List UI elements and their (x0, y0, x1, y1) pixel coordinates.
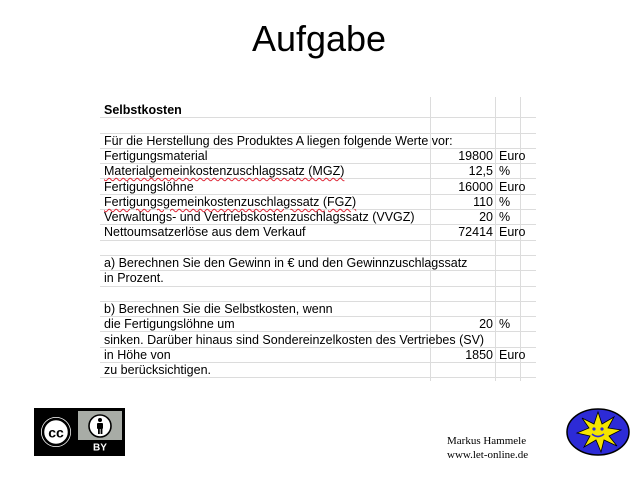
sheet-row (100, 164, 536, 179)
cell-text: sinken. Darüber hinaus sind Sondereinzelkosten des Vertriebes (SV) (104, 332, 485, 347)
sheet-row (100, 363, 536, 378)
cell-text: zu berücksichtigen. (104, 363, 212, 378)
sheet-row (100, 317, 536, 332)
cell-value: 20 (479, 210, 493, 225)
sheet-row (100, 302, 536, 317)
sheet-row (100, 348, 536, 363)
sheet-row (100, 149, 536, 164)
cell-label: Fertigungslöhne (104, 179, 194, 194)
cc-by-license-badge[interactable] (34, 408, 125, 456)
website-link[interactable]: www.let-online.de (447, 449, 529, 461)
sheet-row (100, 241, 536, 256)
cc-text: cc (48, 424, 64, 441)
cell-label: in Höhe von (104, 347, 171, 362)
attribution-person-icon (78, 411, 122, 453)
sheet-row (100, 103, 536, 118)
cell-label: Fertigungsmaterial (104, 148, 208, 163)
sheet-row (100, 271, 536, 286)
sheet-row (100, 134, 536, 149)
sun-face-logo-icon (565, 408, 631, 456)
cell-text: a) Berechnen Sie den Gewinn in € und den Gewinnzuschlagssatz (104, 256, 468, 270)
cc-by-panel (78, 411, 122, 453)
sheet-row (100, 225, 536, 240)
sheet-row (100, 256, 536, 271)
sheet-heading: Selbstkosten (104, 103, 182, 117)
cell-unit: % (499, 164, 511, 179)
cell-value: 19800 (458, 148, 493, 163)
cell-value: 110 (473, 194, 493, 209)
cell-unit: % (499, 317, 511, 332)
author-name: Markus Hammele (447, 435, 527, 447)
cell-label: Materialgemeinkostenzuschlagssatz (MGZ) (104, 164, 345, 179)
cell-unit: Euro (499, 347, 526, 362)
cell-value: 16000 (458, 179, 493, 194)
sheet-row (100, 118, 536, 133)
cell-text: in Prozent. (104, 271, 164, 286)
cell-unit: Euro (499, 179, 526, 194)
cell-label: die Fertigungslöhne um (104, 317, 235, 332)
cell-unit: % (499, 194, 511, 209)
cell-text: Für die Herstellung des Produktes A liegen folgende Werte vor: (104, 133, 453, 148)
cell-label: Nettoumsatzerlöse aus dem Verkauf (104, 225, 306, 240)
cc-icon (38, 412, 74, 452)
slide-title: Aufgabe (251, 18, 387, 59)
cell-value: 72414 (458, 225, 493, 240)
cell-label: Fertigungsgemeinkostenzuschlagssatz (FGZ) (104, 194, 357, 209)
cell-text: b) Berechnen Sie die Selbstkosten, wenn (104, 301, 333, 316)
sheet-row (100, 180, 536, 195)
cell-value: 20 (479, 317, 493, 332)
sheet-row (100, 195, 536, 210)
by-text: BY (93, 442, 107, 453)
cell-unit: Euro (499, 225, 526, 240)
cell-value: 1850 (465, 347, 493, 362)
sheet-row (100, 333, 536, 348)
spreadsheet-excerpt (100, 97, 536, 381)
sheet-top-cut (100, 97, 536, 102)
cell-unit: Euro (499, 148, 526, 163)
author-credits (447, 434, 528, 462)
cell-label: Verwaltungs- und Vertriebskostenzuschlagssatz (VVGZ) (104, 210, 415, 225)
sheet-row (100, 287, 536, 302)
sheet-row (100, 210, 536, 225)
cell-value: 12,5 (468, 164, 493, 179)
cell-unit: % (499, 210, 511, 225)
